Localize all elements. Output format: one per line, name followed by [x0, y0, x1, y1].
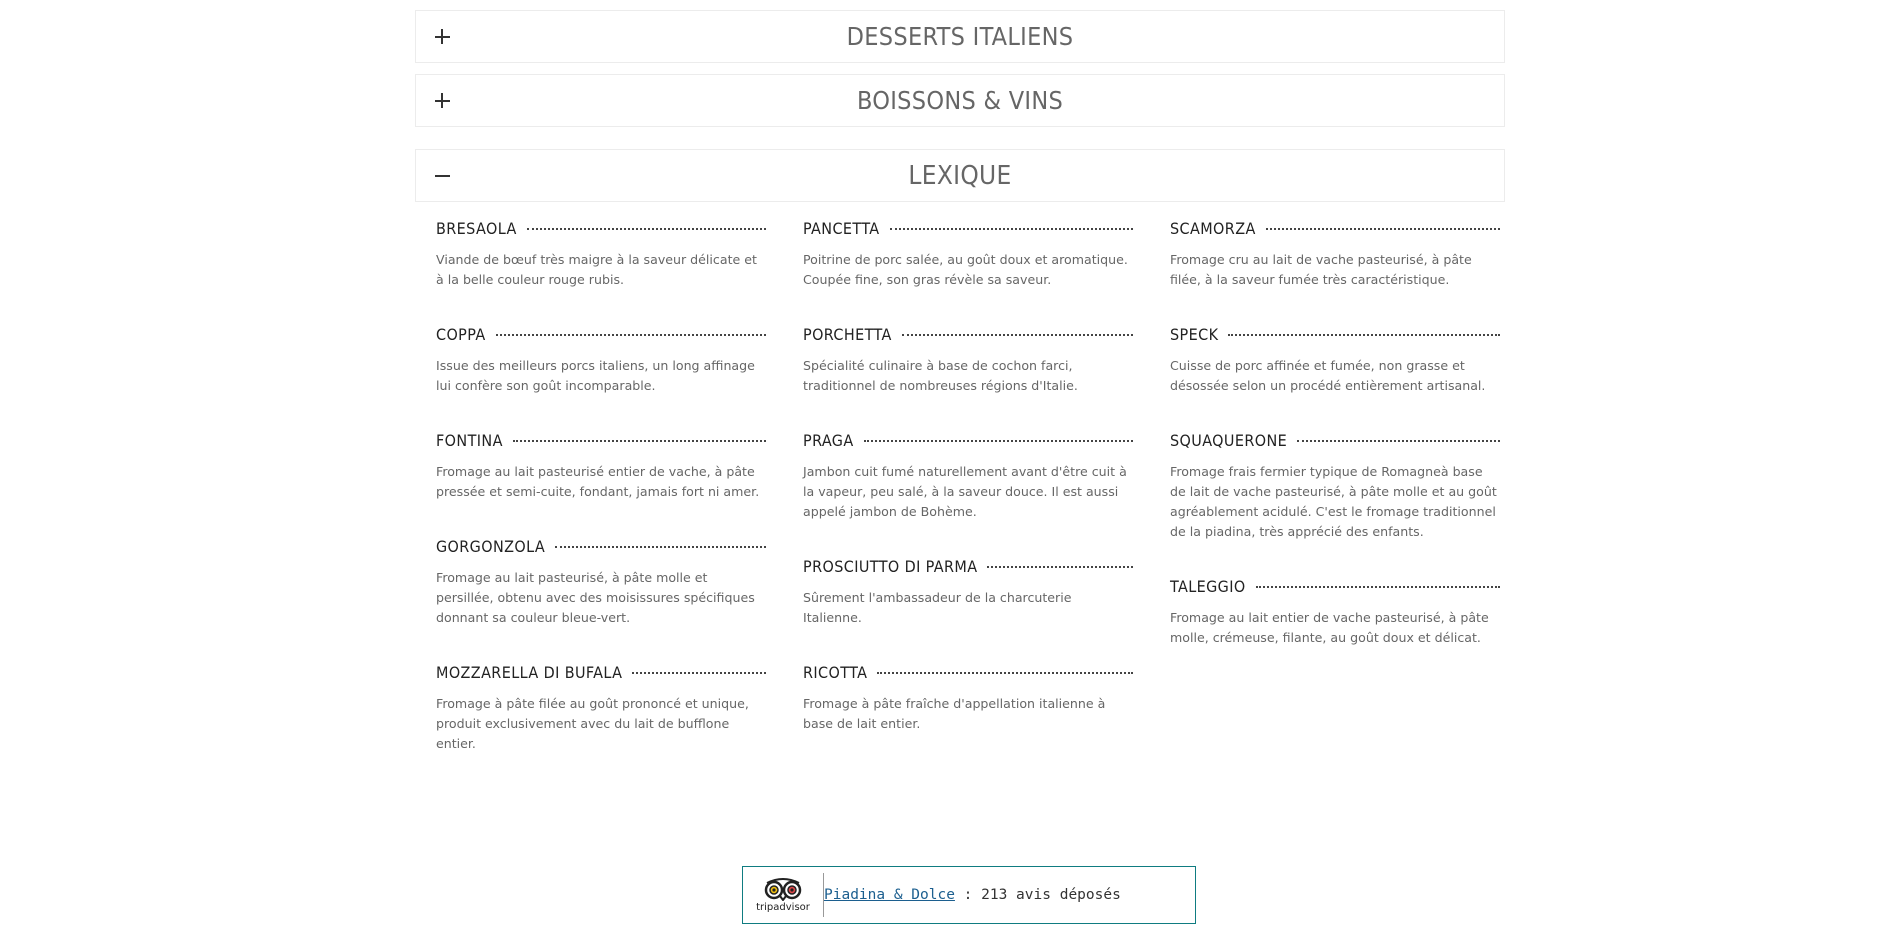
- term: SQUAQUERONE: [1170, 430, 1288, 450]
- term: PRAGA: [803, 430, 854, 450]
- dotted-leader: [496, 334, 766, 336]
- accordion-lexique[interactable]: [415, 149, 1505, 202]
- term-row: [436, 320, 766, 348]
- menu-container: [415, 0, 1505, 751]
- tripadvisor-owl-icon: [762, 877, 804, 901]
- accordion-title: BOISSONS & VINS: [856, 86, 1064, 115]
- definition: Fromage frais fermier typique de Romagneà base de lait de vache pasteurisé, à pâte molle et au goût agréablement acidulé. C'est le fromage traditionnel de la piadina, très apprécié des enfants.: [1170, 464, 1497, 539]
- lexique-panel: [436, 214, 1500, 784]
- lexique-entry: [436, 426, 766, 502]
- term-row: [1170, 214, 1500, 242]
- lexique-entry: [436, 658, 766, 754]
- lexique-column: [803, 214, 1133, 784]
- term: PORCHETTA: [803, 324, 892, 344]
- dotted-leader: [555, 546, 766, 548]
- dotted-leader: [864, 440, 1133, 442]
- dotted-leader: [527, 228, 766, 230]
- lexique-entry: [803, 552, 1133, 628]
- accordion-boissons-vins[interactable]: [415, 74, 1505, 127]
- accordion-desserts-italiens[interactable]: [415, 10, 1505, 63]
- term: MOZZARELLA DI BUFALA: [436, 662, 623, 682]
- tripadvisor-widget: [742, 866, 1196, 924]
- term-row: [1170, 426, 1500, 454]
- term: BRESAOLA: [436, 218, 517, 238]
- term-row: [803, 658, 1133, 686]
- restaurant-link[interactable]: Piadina & Dolce: [824, 887, 955, 903]
- lexique-entry: [436, 320, 766, 396]
- definition: Fromage au lait pasteurisé entier de vache, à pâte pressée et semi-cuite, fondant, jamais fort ni amer.: [436, 464, 760, 499]
- definition: Fromage à pâte fraîche d'appellation italienne à base de lait entier.: [803, 696, 1106, 731]
- definition: Poitrine de porc salée, au goût doux et aromatique. Coupée fine, son gras révèle sa saveur.: [803, 252, 1128, 287]
- dotted-leader: [877, 672, 1133, 674]
- plus-icon: [430, 11, 454, 62]
- term: SPECK: [1170, 324, 1219, 344]
- dotted-leader: [890, 228, 1133, 230]
- definition: Jambon cuit fumé naturellement avant d'être cuit à la vapeur, peu salé, à la saveur douce. Il est aussi appelé jambon de Bohème.: [803, 464, 1127, 519]
- review-count-text: : 213 avis déposés: [954, 887, 1121, 903]
- definition: Fromage cru au lait de vache pasteurisé, à pâte filée, à la saveur fumée très caractéristique.: [1170, 252, 1472, 287]
- term: PANCETTA: [803, 218, 880, 238]
- definition: Spécialité culinaire à base de cochon farci, traditionnel de nombreuses régions d'Italie.: [803, 358, 1078, 393]
- lexique-entry: [1170, 320, 1500, 396]
- definition: Fromage au lait pasteurisé, à pâte molle et persillée, obtenu avec des moisissures spécifiques donnant sa couleur bleue-vert.: [436, 570, 755, 625]
- lexique-entry: [436, 532, 766, 628]
- term: COPPA: [436, 324, 486, 344]
- lexique-entry: [1170, 426, 1500, 542]
- lexique-entry: [803, 214, 1133, 290]
- lexique-entry: [1170, 214, 1500, 290]
- term-row: [1170, 572, 1500, 600]
- definition: Fromage au lait entier de vache pasteurisé, à pâte molle, crémeuse, filante, au goût doux et délicat.: [1170, 610, 1489, 645]
- term-row: [1170, 320, 1500, 348]
- lexique-entry: [803, 426, 1133, 522]
- accordion-title: DESSERTS ITALIENS: [846, 22, 1074, 51]
- lexique-entry: [803, 320, 1133, 396]
- lexique-entry: [1170, 572, 1500, 648]
- definition: Fromage à pâte filée au goût prononcé et unique, produit exclusivement avec du lait de bufflone entier.: [436, 696, 749, 751]
- dotted-leader: [987, 566, 1133, 568]
- lexique-column: [436, 214, 766, 784]
- term-row: [803, 552, 1133, 580]
- term-row: [436, 658, 766, 686]
- dotted-leader: [902, 334, 1133, 336]
- accordion-title: LEXIQUE: [908, 160, 1012, 191]
- tripadvisor-wordmark: tripadvisor: [756, 902, 810, 913]
- term: GORGONZOLA: [436, 536, 546, 556]
- definition: Viande de bœuf très maigre à la saveur délicate et à la belle couleur rouge rubis.: [436, 252, 757, 287]
- term: SCAMORZA: [1170, 218, 1256, 238]
- term-row: [803, 426, 1133, 454]
- dotted-leader: [632, 672, 766, 674]
- lexique-column: [1170, 214, 1500, 784]
- definition: Cuisse de porc affinée et fumée, non grasse et désossée selon un procédé entièrement artisanal.: [1170, 358, 1486, 393]
- dotted-leader: [513, 440, 766, 442]
- term-row: [803, 214, 1133, 242]
- lexique-entry: [436, 214, 766, 290]
- term: TALEGGIO: [1170, 576, 1246, 596]
- lexique-entry: [803, 658, 1133, 734]
- term-row: [436, 532, 766, 560]
- term: PROSCIUTTO DI PARMA: [803, 556, 978, 576]
- dotted-leader: [1266, 228, 1500, 230]
- term-row: [803, 320, 1133, 348]
- tripadvisor-summary: [824, 887, 1121, 903]
- tripadvisor-logo[interactable]: [743, 867, 823, 923]
- dotted-leader: [1297, 440, 1500, 442]
- term: FONTINA: [436, 430, 503, 450]
- definition: Sûrement l'ambassadeur de la charcuterie Italienne.: [803, 590, 1072, 625]
- term: RICOTTA: [803, 662, 868, 682]
- plus-icon: [430, 75, 454, 126]
- definition: Issue des meilleurs porcs italiens, un long affinage lui confère son goût incomparable.: [436, 358, 755, 393]
- term-row: [436, 214, 766, 242]
- dotted-leader: [1228, 334, 1500, 336]
- minus-icon: [430, 150, 454, 201]
- dotted-leader: [1256, 586, 1500, 588]
- term-row: [436, 426, 766, 454]
